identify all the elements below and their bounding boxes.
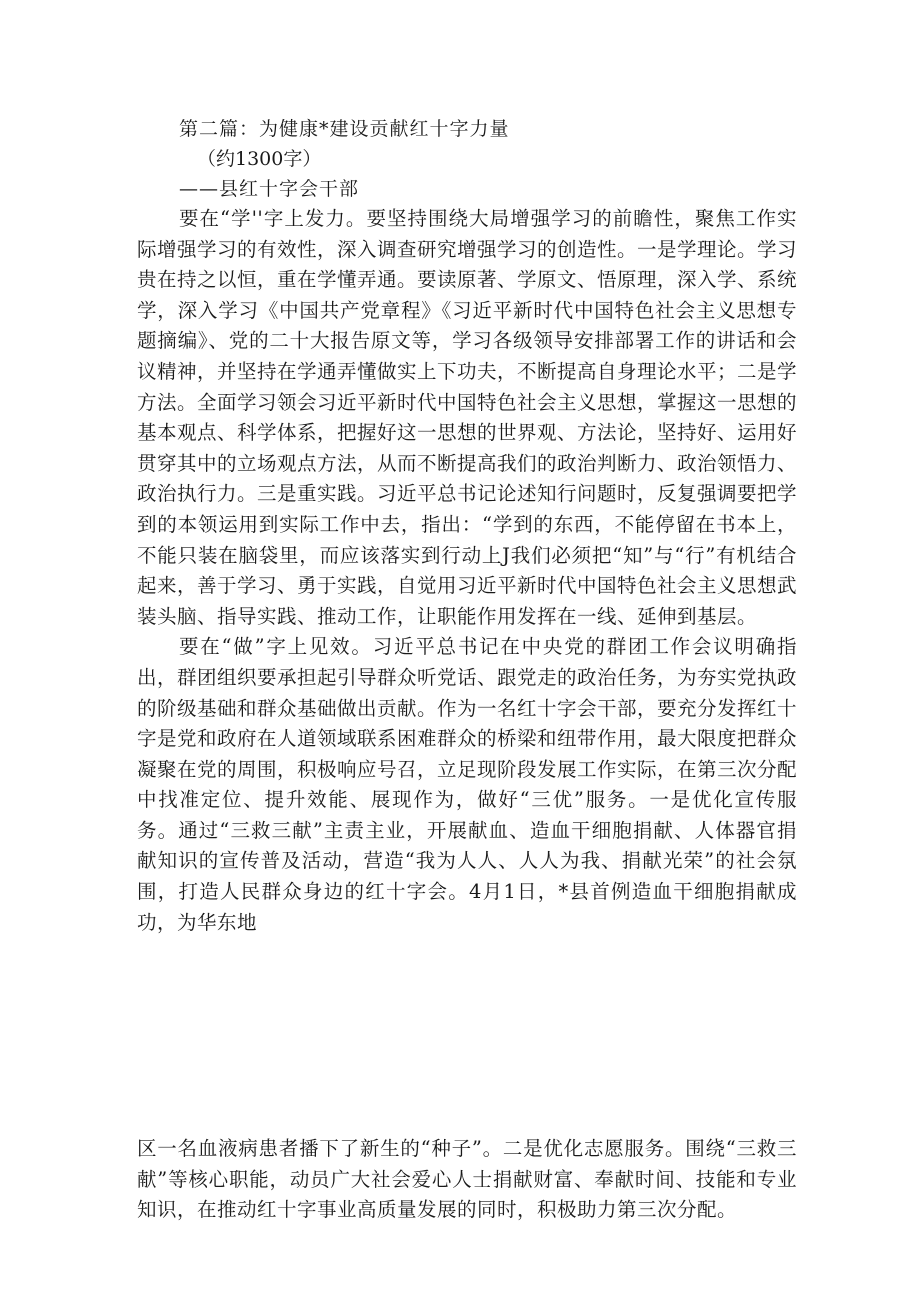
word-count-note: （约1300字） (197, 148, 322, 170)
main-text-block (137, 114, 797, 938)
continuation-text-block (137, 1134, 797, 1226)
paragraph-study: 要在“学''字上发力。要坚持围绕大局增强学习的前瞻性，聚焦工作实际增强学习的有效性，深入调查研究增强学习的创造性。一是学理论。学习贵在持之以恒，重在学懂弄通。要读原著、学原文、悟原理，深入学、系统学，深入学习《中国共产党章程》《习近平新时代中国特色社会主义思想专题摘编》、党的二十大报告原文等，学习各级领导安排部署工作的讲话和会议精神，并坚持在学通弄懂做实上下功夫，不断提高自身理论水平；二是学方法。全面学习领会习近平新时代中国特色社会主义思想，掌握这一思想的基本观点、科学体系，把握好这一思想的世界观、方法论，坚持好、运用好贯穿其中的立场观点方法，从而不断提高我们的政治判断力、政治领悟力、政治执行力。三是重实践。习近平总书记论述知行问题时，反复强调要把学到的本领运用到实际工作中去，指出：“学到的东西，不能停留在书本上，不能只装在脑袋里，而应该落实到行动上J我们必须把“知”与“行”有机结合起来，善于学习、勇于实践，自觉用习近平新时代中国特色社会主义思想武装头脑、指导实践、推动工作，让职能作用发挥在一线、延伸到基层。 (137, 207, 798, 628)
paragraph-continuation: 区一名血液病患者播下了新生的“种子”。二是优化志愿服务。围绕“三救三献”等核心职能，动员广大社会爱心人士捐献财富、奉献时间、技能和专业知识，在推动红十字事业高质量发展的同时，积极助力第三次分配。 (137, 1137, 797, 1222)
paragraph-action: 要在“做”字上见效。习近平总书记在中央党的群团工作会议明确指出，群团组织要承担起引导群众听党话、跟党走的政治任务，为夯实党执政的阶级基础和群众基础做出贡献。作为一名红十字会干部，要充分发挥红十字是党和政府在人道领域联系困难群众的桥梁和纽带作用，最大限度把群众凝聚在党的周围，积极响应号召，立足现阶段发展工作实际，在第三次分配中找准定位、提升效能、展现作为，做好“三优”服务。一是优化宣传服务。通过“三救三献”主责主业，开展献血、造血干细胞捐献、人体器官捐献知识的宣传普及活动，营造“我为人人、人人为我、捐献光荣”的社会氛围，打造人民群众身边的红十字会。4月1日，*县首例造血干细胞捐献成功，为华东地 (137, 635, 798, 934)
author-line: ——县红十字会干部 (179, 178, 360, 200)
article-title: 第二篇：为健康*建设贡献红十字力量 (179, 118, 510, 140)
